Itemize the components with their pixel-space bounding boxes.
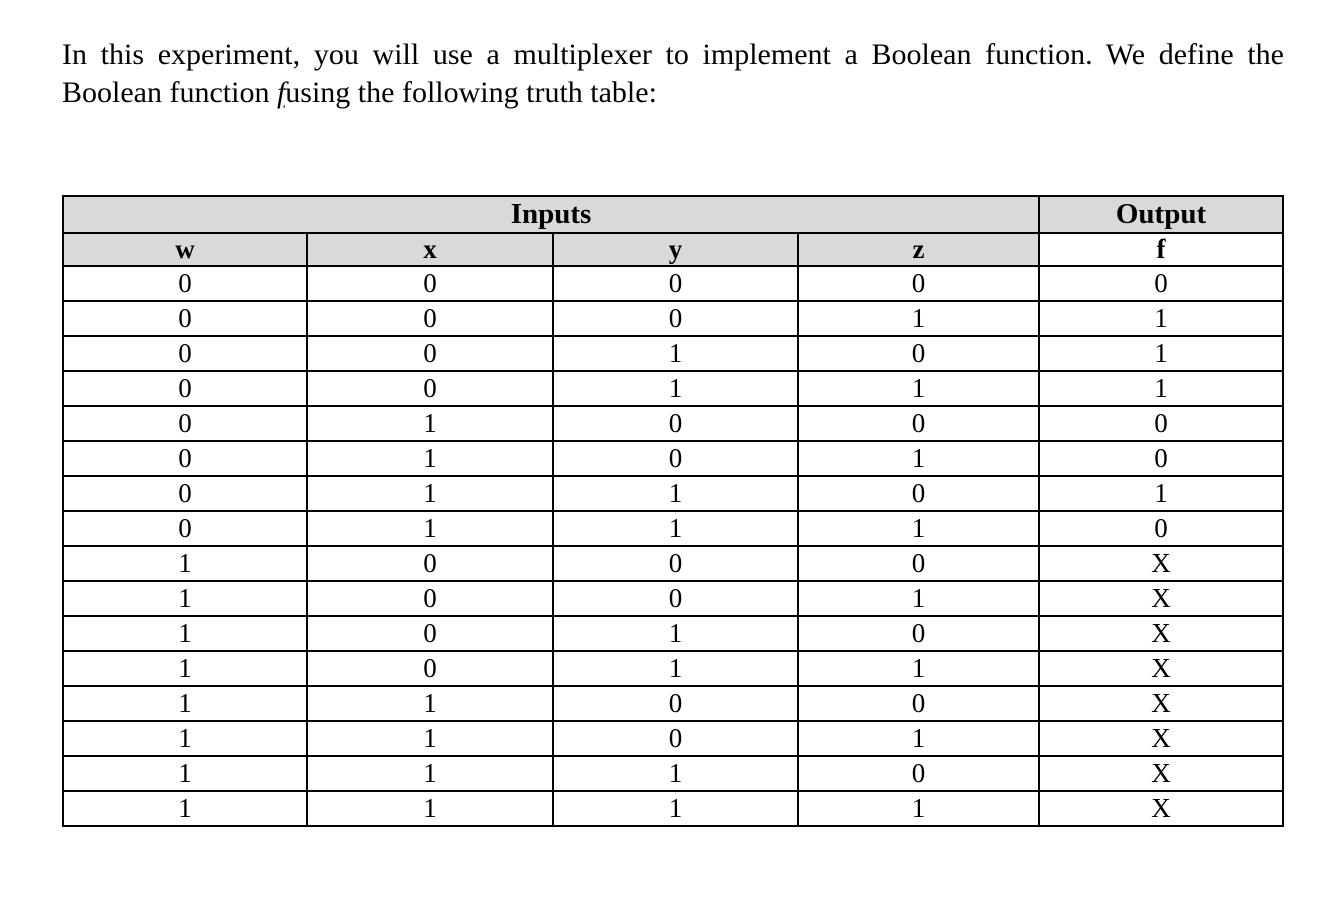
intro-text-end: using the following truth table: bbox=[285, 76, 657, 109]
truth-table bbox=[62, 195, 1284, 827]
group-header-row bbox=[63, 196, 1283, 233]
table-row bbox=[63, 371, 1283, 406]
cell-z: 0 bbox=[798, 616, 1039, 651]
cell-w: 1 bbox=[63, 686, 307, 721]
cell-x: 0 bbox=[307, 371, 553, 406]
intro-text: In this experiment, you will use a multiplexer to implement a Boolean function. We define the Boolean function bbox=[62, 38, 1284, 109]
column-header-z: z bbox=[798, 233, 1039, 266]
table-row bbox=[63, 336, 1283, 371]
column-header-x: x bbox=[307, 233, 553, 266]
cell-x: 0 bbox=[307, 616, 553, 651]
cell-x: 1 bbox=[307, 441, 553, 476]
cell-w: 0 bbox=[63, 371, 307, 406]
cell-x: 0 bbox=[307, 266, 553, 301]
cell-w: 1 bbox=[63, 721, 307, 756]
cell-z: 1 bbox=[798, 301, 1039, 336]
table-row bbox=[63, 651, 1283, 686]
cell-y: 0 bbox=[553, 581, 798, 616]
cell-y: 0 bbox=[553, 546, 798, 581]
cell-y: 0 bbox=[553, 686, 798, 721]
cell-w: 0 bbox=[63, 336, 307, 371]
cell-f: 1 bbox=[1039, 336, 1283, 371]
cell-z: 1 bbox=[798, 441, 1039, 476]
inputs-header: Inputs bbox=[63, 196, 1039, 233]
table-row bbox=[63, 686, 1283, 721]
cell-z: 1 bbox=[798, 581, 1039, 616]
table-row bbox=[63, 511, 1283, 546]
intro-paragraph bbox=[62, 36, 1284, 112]
cell-y: 1 bbox=[553, 336, 798, 371]
cell-f: 1 bbox=[1039, 476, 1283, 511]
table-row bbox=[63, 441, 1283, 476]
cell-z: 0 bbox=[798, 686, 1039, 721]
cell-x: 0 bbox=[307, 581, 553, 616]
cell-f: 0 bbox=[1039, 406, 1283, 441]
cell-z: 1 bbox=[798, 791, 1039, 826]
column-header-y: y bbox=[553, 233, 798, 266]
cell-x: 0 bbox=[307, 336, 553, 371]
function-name: f bbox=[276, 76, 286, 109]
table-row bbox=[63, 266, 1283, 301]
cell-y: 1 bbox=[553, 756, 798, 791]
cell-w: 1 bbox=[63, 581, 307, 616]
cell-z: 1 bbox=[798, 721, 1039, 756]
cell-w: 0 bbox=[63, 266, 307, 301]
cell-z: 0 bbox=[798, 266, 1039, 301]
cell-w: 1 bbox=[63, 791, 307, 826]
cell-w: 0 bbox=[63, 511, 307, 546]
cell-x: 0 bbox=[307, 546, 553, 581]
cell-w: 1 bbox=[63, 616, 307, 651]
cell-y: 1 bbox=[553, 791, 798, 826]
cell-y: 1 bbox=[553, 371, 798, 406]
cell-y: 0 bbox=[553, 721, 798, 756]
cell-x: 0 bbox=[307, 651, 553, 686]
cell-f: X bbox=[1039, 721, 1283, 756]
cell-y: 0 bbox=[553, 266, 798, 301]
cell-w: 0 bbox=[63, 301, 307, 336]
table-row bbox=[63, 616, 1283, 651]
cell-f: X bbox=[1039, 616, 1283, 651]
table-row bbox=[63, 581, 1283, 616]
column-header-w: w bbox=[63, 233, 307, 266]
cell-w: 0 bbox=[63, 441, 307, 476]
table-row bbox=[63, 721, 1283, 756]
table-row bbox=[63, 546, 1283, 581]
cell-f: X bbox=[1039, 791, 1283, 826]
cell-f: 1 bbox=[1039, 371, 1283, 406]
cell-x: 1 bbox=[307, 686, 553, 721]
cell-y: 0 bbox=[553, 441, 798, 476]
cell-z: 0 bbox=[798, 476, 1039, 511]
cell-y: 1 bbox=[553, 651, 798, 686]
cell-x: 1 bbox=[307, 791, 553, 826]
table-row bbox=[63, 476, 1283, 511]
cell-x: 1 bbox=[307, 756, 553, 791]
table-row bbox=[63, 756, 1283, 791]
cell-y: 1 bbox=[553, 616, 798, 651]
cell-x: 1 bbox=[307, 406, 553, 441]
cell-f: X bbox=[1039, 756, 1283, 791]
table-row bbox=[63, 406, 1283, 441]
cell-f: 0 bbox=[1039, 266, 1283, 301]
cell-z: 0 bbox=[798, 546, 1039, 581]
cell-x: 1 bbox=[307, 476, 553, 511]
cell-y: 0 bbox=[553, 301, 798, 336]
cell-z: 0 bbox=[798, 336, 1039, 371]
cell-y: 0 bbox=[553, 406, 798, 441]
cell-z: 1 bbox=[798, 651, 1039, 686]
cell-y: 1 bbox=[553, 476, 798, 511]
table-row bbox=[63, 301, 1283, 336]
cell-z: 1 bbox=[798, 511, 1039, 546]
cell-w: 1 bbox=[63, 546, 307, 581]
cell-x: 1 bbox=[307, 511, 553, 546]
cell-w: 0 bbox=[63, 476, 307, 511]
cell-f: 0 bbox=[1039, 441, 1283, 476]
column-header-f: f bbox=[1039, 233, 1283, 266]
column-header-row bbox=[63, 233, 1283, 266]
cell-f: 0 bbox=[1039, 511, 1283, 546]
table-row bbox=[63, 791, 1283, 826]
cell-z: 0 bbox=[798, 406, 1039, 441]
cell-f: X bbox=[1039, 651, 1283, 686]
cell-w: 0 bbox=[63, 406, 307, 441]
cell-w: 1 bbox=[63, 756, 307, 791]
cell-x: 1 bbox=[307, 721, 553, 756]
cell-w: 1 bbox=[63, 651, 307, 686]
cell-z: 0 bbox=[798, 756, 1039, 791]
cell-x: 0 bbox=[307, 301, 553, 336]
truth-table-body bbox=[63, 266, 1283, 826]
cell-f: 1 bbox=[1039, 301, 1283, 336]
cell-f: X bbox=[1039, 686, 1283, 721]
output-header: Output bbox=[1039, 196, 1283, 233]
cell-z: 1 bbox=[798, 371, 1039, 406]
cell-y: 1 bbox=[553, 511, 798, 546]
cell-f: X bbox=[1039, 581, 1283, 616]
cell-f: X bbox=[1039, 546, 1283, 581]
